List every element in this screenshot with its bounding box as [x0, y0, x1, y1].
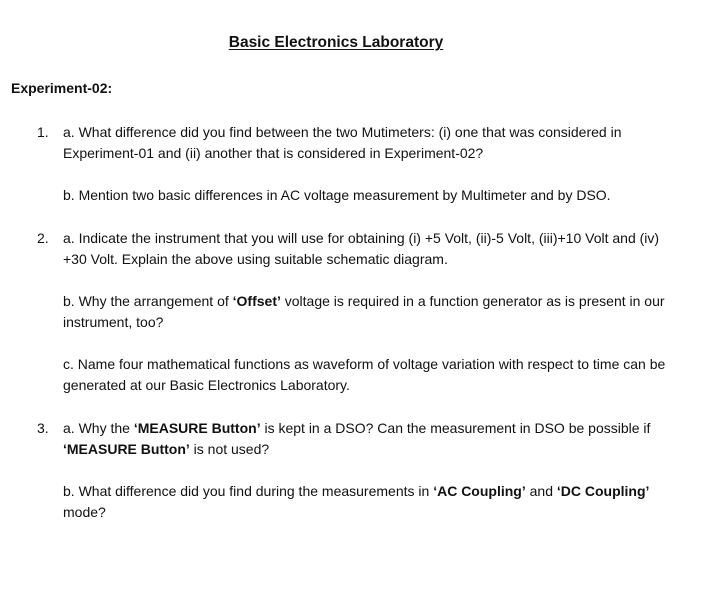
question-text: is kept in a DSO? Can the measurement in DSO be possible if	[260, 420, 651, 436]
question-text: mode?	[63, 504, 106, 520]
question-2-part-b	[63, 291, 670, 333]
question-2-part-a	[63, 228, 670, 270]
question-1-part-b	[63, 185, 670, 206]
question-text: b. What difference did you find during the measurements in	[63, 483, 434, 499]
question-text: and	[525, 483, 557, 499]
emphasized-term: ‘Offset’	[232, 293, 281, 309]
question-1	[0, 122, 720, 206]
question-text: voltage is required in a function generator as is present in our instrument, too?	[63, 293, 665, 330]
emphasized-term: ‘DC Coupling’	[556, 483, 650, 499]
emphasized-term: ‘MEASURE Button’	[63, 441, 190, 457]
question-text: b. Mention two basic differences in AC voltage measurement by Multimeter and by DSO.	[63, 187, 611, 203]
document-title: Basic Electronics Laboratory	[228, 34, 444, 51]
question-3-part-a	[63, 418, 670, 460]
question-3	[0, 418, 720, 523]
question-list	[0, 122, 720, 545]
question-2	[0, 228, 720, 396]
question-text: is not used?	[189, 441, 270, 457]
question-text: a. What difference did you find between the two Mutimeters: (i) one that was considered in Experiment-01 and (ii) another that is considered in Experiment-02?	[63, 124, 622, 161]
question-text: b. Why the arrangement of	[63, 293, 233, 309]
question-text: a. Indicate the instrument that you will use for obtaining (i) +5 Volt, (ii)-5 Volt, (iii)+10 Volt and (iv) +30 Volt. Explain the above using suitable schematic diagram.	[63, 230, 660, 267]
question-text: a. Why the	[63, 420, 134, 436]
emphasized-term: ‘AC Coupling’	[433, 483, 526, 499]
question-3-part-b	[63, 481, 670, 523]
question-2-part-c	[63, 354, 670, 396]
question-text: c. Name four mathematical functions as waveform of voltage variation with respect to time can be generated at our Basic Electronics Laboratory.	[63, 356, 666, 393]
question-number: 1.	[37, 124, 49, 140]
question-number: 2.	[37, 230, 49, 246]
experiment-label: Experiment-02:	[11, 80, 113, 96]
emphasized-term: ‘MEASURE Button’	[133, 420, 261, 436]
question-1-part-a	[63, 122, 670, 164]
question-number: 3.	[37, 420, 49, 436]
